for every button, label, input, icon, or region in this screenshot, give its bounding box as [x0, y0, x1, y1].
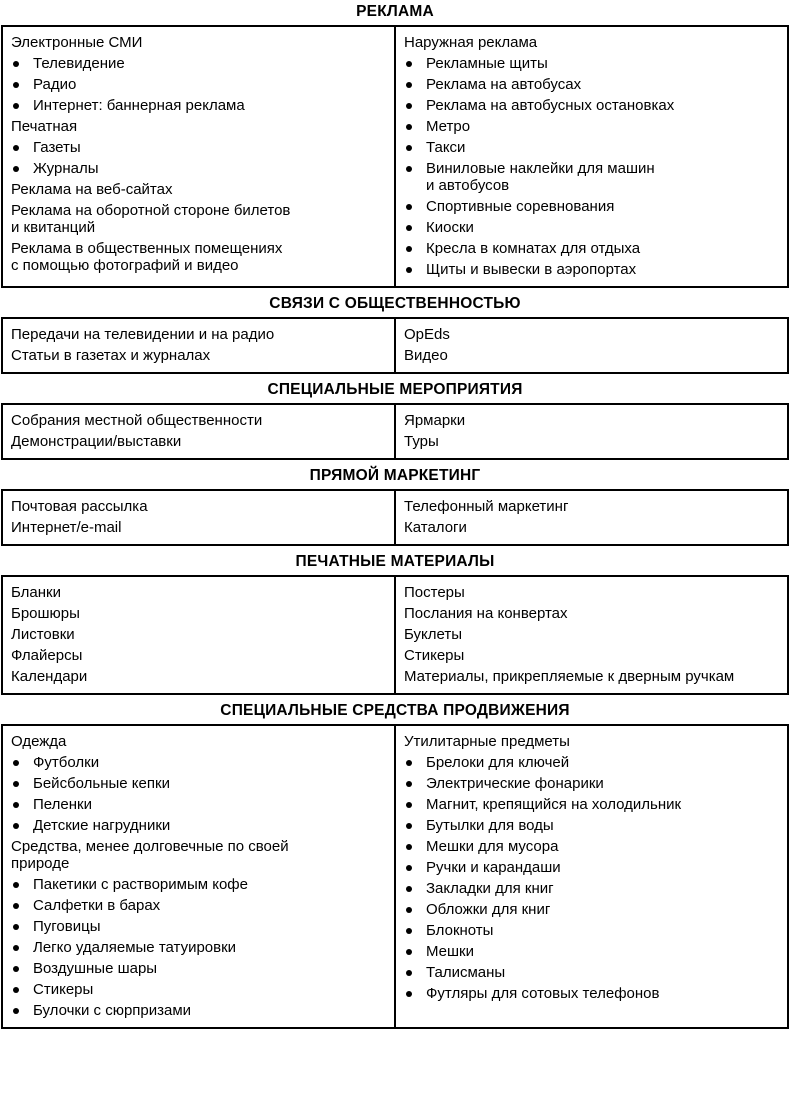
- text-line: Электрические фонарики: [426, 775, 604, 792]
- text-line: природе: [11, 855, 70, 872]
- text-line: Детские нагрудники: [33, 817, 171, 834]
- bullet-list-item: [404, 817, 779, 834]
- bullet-list-item: [11, 918, 386, 935]
- text-line: Собрания местной общественности: [11, 412, 263, 429]
- bullet-icon: [13, 882, 19, 888]
- text-line: Спортивные соревнования: [426, 198, 615, 215]
- bullet-list-item: [404, 198, 779, 215]
- bullet-icon: [406, 844, 412, 850]
- bullet-icon: [13, 802, 19, 808]
- bullet-icon: [406, 246, 412, 252]
- section-marketing: [1, 467, 789, 546]
- list-item: [11, 202, 386, 236]
- bullet-list-item: [404, 55, 779, 72]
- section-row-reklama: [2, 26, 788, 287]
- text-line: Мешки для мусора: [426, 838, 559, 855]
- text-line: Телевидение: [33, 55, 125, 72]
- text-line: Киоски: [426, 219, 474, 236]
- section-table-reklama: [1, 25, 789, 288]
- text-line: Такси: [426, 139, 466, 156]
- text-line: Булочки с сюрпризами: [33, 1002, 192, 1019]
- bullet-list-item: [11, 775, 386, 792]
- meropriyatiya-left-cell: [2, 404, 395, 459]
- bullet-icon: [406, 166, 412, 172]
- bullet-icon: [406, 204, 412, 210]
- text-line: Газеты: [33, 139, 81, 156]
- text-line: Футляры для сотовых телефонов: [426, 985, 660, 1002]
- text-line: Стикеры: [33, 981, 94, 998]
- bullet-icon: [13, 61, 19, 67]
- list-item: [404, 626, 779, 643]
- text-line: Брелоки для ключей: [426, 754, 570, 771]
- bullet-list-item: [11, 981, 386, 998]
- text-line: Закладки для книг: [426, 880, 554, 897]
- bullet-list-item: [404, 240, 779, 257]
- bullet-icon: [406, 886, 412, 892]
- text-line: Средства, менее долговечные по своей: [11, 838, 289, 855]
- bullet-icon: [406, 82, 412, 88]
- bullet-list-item: [404, 859, 779, 876]
- sredstva-right-cell: [395, 725, 788, 1028]
- list-item: [11, 498, 386, 515]
- list-item: [404, 519, 779, 536]
- text-line: с помощью фотографий и видео: [11, 257, 239, 274]
- bullet-list-item: [11, 139, 386, 156]
- section-row-meropriyatiya: [2, 404, 788, 459]
- bullet-list-item: [11, 97, 386, 114]
- text-line: Реклама в общественных помещениях: [11, 240, 283, 257]
- text-line: и квитанций: [11, 219, 96, 236]
- text-line: Легко удаляемые татуировки: [33, 939, 237, 956]
- bullet-list-item: [11, 897, 386, 914]
- bullet-list-item: [11, 939, 386, 956]
- text-line: Брошюры: [11, 605, 80, 622]
- text-line: Блокноты: [426, 922, 494, 939]
- list-item: [404, 433, 779, 450]
- bullet-icon: [406, 145, 412, 151]
- section-title-marketing: ПРЯМОЙ МАРКЕТИНГ: [309, 467, 481, 484]
- pechatnye-right-cell: [395, 576, 788, 694]
- list-item: [11, 326, 386, 343]
- bullet-icon: [13, 760, 19, 766]
- bullet-list-item: [404, 964, 779, 981]
- list-item: [11, 347, 386, 364]
- section-svyazi: [1, 295, 789, 374]
- text-line: Пеленки: [33, 796, 92, 813]
- text-line: Магнит, крепящийся на холодильник: [426, 796, 682, 813]
- text-line: Виниловые наклейки для машин: [426, 160, 655, 177]
- list-item: [11, 181, 386, 198]
- section-sredstva: [1, 702, 789, 1029]
- bullet-icon: [406, 802, 412, 808]
- list-item: [404, 412, 779, 429]
- bullet-icon: [13, 781, 19, 787]
- text-line: Передачи на телевидении и на радио: [11, 326, 275, 343]
- text-line: Ярмарки: [404, 412, 466, 429]
- bullet-icon: [406, 225, 412, 231]
- text-line: Календари: [11, 668, 88, 685]
- bullet-icon: [13, 823, 19, 829]
- text-line: Воздушные шары: [33, 960, 158, 977]
- bullet-list-item: [404, 985, 779, 1002]
- list-item: [11, 412, 386, 429]
- bullet-list-item: [404, 943, 779, 960]
- text-line: Туры: [404, 433, 439, 450]
- text-line: Флайерсы: [11, 647, 83, 664]
- list-item: [404, 733, 779, 750]
- text-line: Журналы: [33, 160, 99, 177]
- bullet-list-item: [404, 775, 779, 792]
- text-line: Послания на конвертах: [404, 605, 568, 622]
- meropriyatiya-right-cell: [395, 404, 788, 459]
- text-line: Реклама на автобусных остановках: [426, 97, 675, 114]
- section-table-pechatnye: [1, 575, 789, 695]
- bullet-icon: [406, 970, 412, 976]
- bullet-list-item: [11, 1002, 386, 1019]
- section-row-sredstva: [2, 725, 788, 1028]
- list-item: [11, 626, 386, 643]
- bullet-icon: [13, 924, 19, 930]
- text-line: Стикеры: [404, 647, 465, 664]
- section-table-svyazi: [1, 317, 789, 374]
- svyazi-right-cell: [395, 318, 788, 373]
- text-line: Рекламные щиты: [426, 55, 548, 72]
- bullet-list-item: [11, 960, 386, 977]
- text-line: Листовки: [11, 626, 75, 643]
- bullet-list-item: [404, 97, 779, 114]
- text-line: Кресла в комнатах для отдыха: [426, 240, 641, 257]
- reklama-left-cell: [2, 26, 395, 287]
- marketing-right-cell: [395, 490, 788, 545]
- bullet-icon: [13, 103, 19, 109]
- section-meropriyatiya: [1, 381, 789, 460]
- reklama-right-cell: [395, 26, 788, 287]
- bullet-icon: [406, 907, 412, 913]
- section-row-pechatnye: [2, 576, 788, 694]
- bullet-list-item: [11, 796, 386, 813]
- bullet-icon: [13, 903, 19, 909]
- text-line: Статьи в газетах и журналах: [11, 347, 211, 364]
- list-item: [404, 605, 779, 622]
- section-row-marketing: [2, 490, 788, 545]
- sredstva-left-cell: [2, 725, 395, 1028]
- list-item: [404, 34, 779, 51]
- list-item: [11, 733, 386, 750]
- bullet-list-item: [11, 876, 386, 893]
- bullet-icon: [406, 991, 412, 997]
- marketing-left-cell: [2, 490, 395, 545]
- text-line: Пуговицы: [33, 918, 101, 935]
- text-line: Бутылки для воды: [426, 817, 554, 834]
- list-item: [11, 838, 386, 872]
- text-line: Электронные СМИ: [11, 34, 143, 51]
- section-title-reklama: РЕКЛАМА: [356, 3, 434, 20]
- bullet-icon: [406, 928, 412, 934]
- bullet-icon: [406, 865, 412, 871]
- bullet-icon: [13, 987, 19, 993]
- bullet-icon: [13, 1008, 19, 1014]
- list-item: [404, 668, 779, 685]
- text-line: Телефонный маркетинг: [404, 498, 569, 515]
- text-line: Талисманы: [426, 964, 506, 981]
- section-table-sredstva: [1, 724, 789, 1029]
- section-title-pechatnye: ПЕЧАТНЫЕ МАТЕРИАЛЫ: [295, 553, 495, 570]
- text-line: Постеры: [404, 584, 465, 601]
- text-line: Печатная: [11, 118, 78, 135]
- text-line: Интернет/e-mail: [11, 519, 122, 536]
- list-item: [404, 326, 779, 343]
- list-item: [11, 433, 386, 450]
- list-item: [11, 605, 386, 622]
- bullet-list-item: [404, 796, 779, 813]
- text-line: Утилитарные предметы: [404, 733, 570, 750]
- text-line: Интернет: баннерная реклама: [33, 97, 245, 114]
- list-item: [11, 647, 386, 664]
- text-line: Реклама на автобусах: [426, 76, 582, 93]
- bullet-icon: [406, 760, 412, 766]
- bullet-icon: [406, 124, 412, 130]
- list-item: [11, 118, 386, 135]
- text-line: Реклама на оборотной стороне билетов: [11, 202, 291, 219]
- text-line: Материалы, прикрепляемые к дверным ручкам: [404, 668, 735, 685]
- text-line: Наружная реклама: [404, 34, 538, 51]
- text-line: Видео: [404, 347, 448, 364]
- text-line: Демонстрации/выставки: [11, 433, 182, 450]
- bullet-icon: [13, 145, 19, 151]
- section-title-svyazi: СВЯЗИ С ОБЩЕСТВЕННОСТЬЮ: [269, 295, 521, 312]
- text-line: Обложки для книг: [426, 901, 551, 918]
- bullet-list-item: [11, 55, 386, 72]
- bullet-list-item: [11, 817, 386, 834]
- text-line: Пакетики с растворимым кофе: [33, 876, 248, 893]
- bullet-icon: [13, 966, 19, 972]
- list-item: [11, 240, 386, 274]
- bullet-list-item: [404, 76, 779, 93]
- text-line: и автобусов: [426, 177, 510, 194]
- bullet-list-item: [11, 754, 386, 771]
- section-title-sredstva: СПЕЦИАЛЬНЫЕ СРЕДСТВА ПРОДВИЖЕНИЯ: [220, 702, 570, 719]
- bullet-list-item: [404, 880, 779, 897]
- bullet-icon: [406, 823, 412, 829]
- text-line: Радио: [33, 76, 77, 93]
- bullet-icon: [406, 103, 412, 109]
- bullet-icon: [406, 781, 412, 787]
- bullet-list-item: [404, 754, 779, 771]
- section-title-meropriyatiya: СПЕЦИАЛЬНЫЕ МЕРОПРИЯТИЯ: [267, 381, 523, 398]
- bullet-list-item: [404, 118, 779, 135]
- text-line: Салфетки в барах: [33, 897, 161, 914]
- list-item: [404, 647, 779, 664]
- bullet-list-item: [404, 901, 779, 918]
- bullet-list-item: [404, 261, 779, 278]
- svyazi-left-cell: [2, 318, 395, 373]
- text-line: Ручки и карандаши: [426, 859, 561, 876]
- text-line: Щиты и вывески в аэропортах: [426, 261, 637, 278]
- list-item: [11, 668, 386, 685]
- bullet-list-item: [11, 160, 386, 177]
- section-pechatnye: [1, 553, 789, 695]
- bullet-icon: [406, 949, 412, 955]
- text-line: Метро: [426, 118, 471, 135]
- bullet-icon: [13, 945, 19, 951]
- bullet-icon: [406, 267, 412, 273]
- bullet-icon: [13, 82, 19, 88]
- section-reklama: [1, 3, 789, 288]
- text-line: Бланки: [11, 584, 61, 601]
- text-line: Буклеты: [404, 626, 462, 643]
- text-line: Реклама на веб-сайтах: [11, 181, 173, 198]
- text-line: OpEds: [404, 326, 450, 343]
- text-line: Каталоги: [404, 519, 467, 536]
- list-item: [404, 498, 779, 515]
- list-item: [404, 584, 779, 601]
- bullet-icon: [13, 166, 19, 172]
- list-item: [404, 347, 779, 364]
- text-line: Одежда: [11, 733, 67, 750]
- list-item: [11, 584, 386, 601]
- bullet-list-item: [404, 139, 779, 156]
- bullet-list-item: [404, 219, 779, 236]
- section-row-svyazi: [2, 318, 788, 373]
- text-line: Бейсбольные кепки: [33, 775, 170, 792]
- text-line: Футболки: [33, 754, 100, 771]
- bullet-list-item: [404, 160, 779, 194]
- bullet-list-item: [404, 838, 779, 855]
- pechatnye-left-cell: [2, 576, 395, 694]
- section-table-marketing: [1, 489, 789, 546]
- bullet-list-item: [404, 922, 779, 939]
- bullet-icon: [406, 61, 412, 67]
- section-table-meropriyatiya: [1, 403, 789, 460]
- text-line: Мешки: [426, 943, 474, 960]
- bullet-list-item: [11, 76, 386, 93]
- list-item: [11, 34, 386, 51]
- list-item: [11, 519, 386, 536]
- text-line: Почтовая рассылка: [11, 498, 148, 515]
